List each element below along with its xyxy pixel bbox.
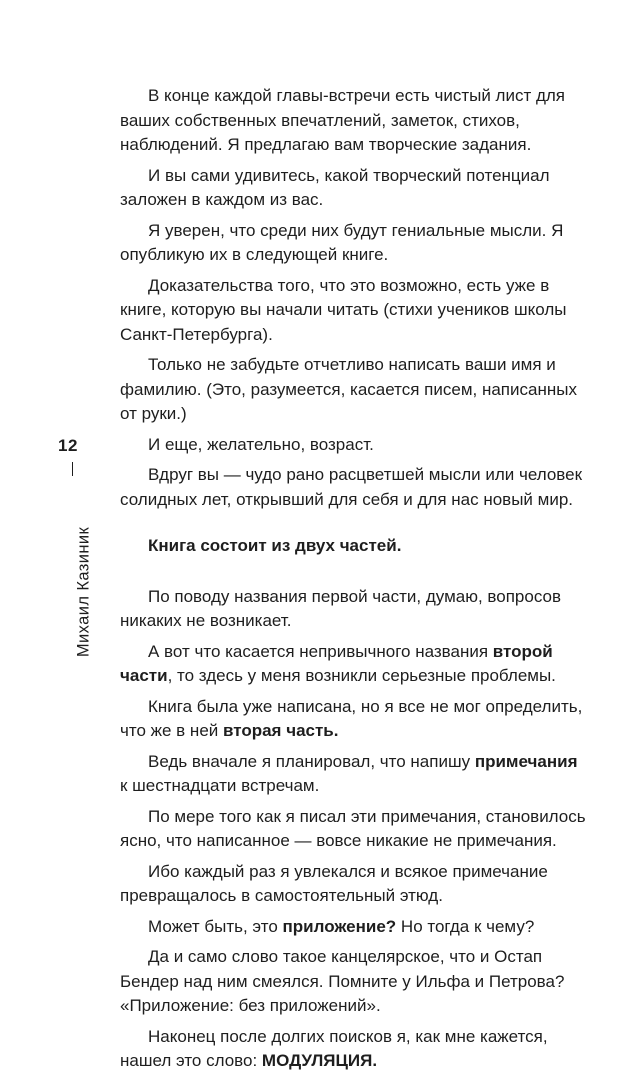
paragraph xyxy=(120,640,588,689)
paragraph xyxy=(120,915,588,940)
emphasis: приложение? xyxy=(282,916,397,936)
text-run: , то здесь у меня возникли серьезные проблемы. xyxy=(167,666,556,685)
text-run: Может быть, это xyxy=(148,916,283,936)
paragraph xyxy=(120,695,588,744)
emphasis: МОДУЛЯЦИЯ. xyxy=(261,1051,378,1070)
folio-rule xyxy=(72,462,73,476)
paragraph: В конце каждой главы-встречи есть чистый лист для ваших собственных впечатлений, заметок, стихов, наблюдений. Я предлагаю вам творческие задания. xyxy=(120,86,566,154)
paragraph xyxy=(120,750,588,799)
paragraph: По мере того как я писал эти примечания, становилось ясно, что написанное — вовсе никакие не примечания. xyxy=(120,806,586,850)
emphasis: второй части xyxy=(120,641,553,685)
body-text xyxy=(120,84,588,1074)
page-number: 12 xyxy=(58,436,78,455)
text-run: А вот что касается непривычного названия xyxy=(148,641,493,661)
paragraph: Я уверен, что среди них будут гениальные мысли. Я опубликую их в следующей книге. xyxy=(120,220,564,264)
paragraph: Только не забудьте отчетливо написать ваши имя и фамилию. (Это, разумеется, касается писем, написанных от руки.) xyxy=(120,355,577,423)
paragraph: Да и само слово такое канцелярское, что и Остап Бендер над ним смеялся. Помните у Ильфа и Петрова? «Приложение: без приложений». xyxy=(120,947,565,1015)
paragraph: Ибо каждый раз я увлекался и всякое примечание превращалось в самостоятельный этюд. xyxy=(120,861,548,905)
section-heading: Книга состоит из двух частей. xyxy=(148,536,402,555)
emphasis: вторая часть. xyxy=(223,721,339,740)
text-run: Книга была уже написана, но я все не мог определить, что же в ней xyxy=(120,696,583,740)
text-run: к шестнадцати встречам. xyxy=(120,776,320,795)
paragraph: Доказательства того, что это возможно, есть уже в книге, которую вы начали читать (стихи учеников школы Санкт-Петербурга). xyxy=(120,275,567,344)
paragraph: Вдруг вы — чудо рано расцветшей мысли или человек солидных лет, открывший для себя и для нас новый мир. xyxy=(120,465,583,509)
paragraph: И еще, желательно, возраст. xyxy=(148,434,374,454)
paragraph: И вы сами удивитесь, какой творческий потенциал заложен в каждом из вас. xyxy=(120,165,550,209)
paragraph: По поводу названия первой части, думаю, вопросов никаких не возникает. xyxy=(120,586,561,630)
running-head-author: Михаил Казиник xyxy=(74,526,93,658)
text-run: Но тогда к чему? xyxy=(396,916,535,936)
emphasis: примечания xyxy=(474,751,578,771)
paragraph xyxy=(120,1025,588,1074)
text-run: Ведь вначале я планировал, что напишу xyxy=(148,751,475,771)
text-run: Наконец после долгих поисков я, как мне кажется, нашел это слово: xyxy=(120,1026,548,1070)
